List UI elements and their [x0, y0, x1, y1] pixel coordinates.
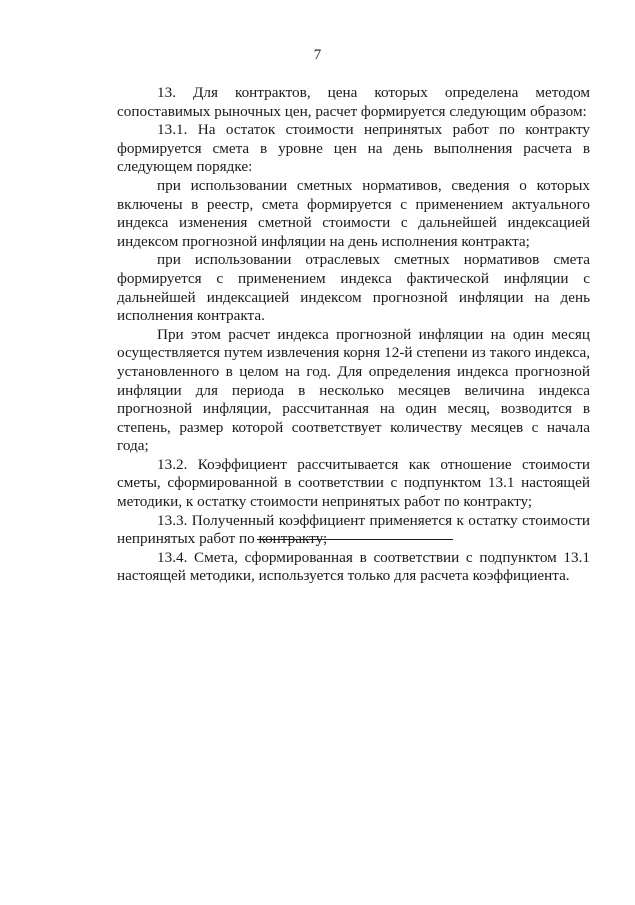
end-separator-line	[257, 539, 453, 540]
document-body	[117, 84, 590, 586]
paragraph-13-2: 13.2. Коэффициент рассчитывается как отношение стоимости сметы, сформированной в соответствии с подпунктом 13.1 настоящей методики, к остатку стоимости непринятых работ по контракту;	[117, 455, 590, 511]
paragraph-registry-norms: при использовании сметных нормативов, сведения о которых включены в реестр, смета формируется с применением актуального индекса изменения сметной стоимости с дальнейшей индексацией индексом прогнозной инфляции на день исполнения контракта;	[117, 176, 590, 250]
paragraph-inflation-index: При этом расчет индекса прогнозной инфляции на один месяц осуществляется путем извлечения корня 12-й степени из такого индекса, установленного в целом на год. Для определения индекса прогнозной инфляции для периода в несколько месяцев величина индекса прогнозной инфляции, рассчитанная на один месяц, возводится в степень, размер которой соответствует количеству месяцев с начала года;	[117, 325, 590, 455]
paragraph-13-3: 13.3. Полученный коэффициент применяется к остатку стоимости непринятых работ по контракту;	[117, 511, 590, 548]
paragraph-13-4: 13.4. Смета, сформированная в соответствии с подпунктом 13.1 настоящей методики, используется только для расчета коэффициента.	[117, 548, 590, 585]
paragraph-industry-norms: при использовании отраслевых сметных нормативов смета формируется с применением индекса фактической инфляции с дальнейшей индексацией индексом прогнозной инфляции на день исполнения контракта.	[117, 251, 590, 325]
page-number: 7	[313, 47, 322, 63]
paragraph-13: 13. Для контрактов, цена которых определена методом сопоставимых рыночных цен, расчет формируется следующим образом:	[117, 84, 590, 120]
paragraph-13-1: 13.1. На остаток стоимости непринятых работ по контракту формируется смета в уровне цен на день выполнения расчета в следующем порядке:	[117, 121, 590, 176]
